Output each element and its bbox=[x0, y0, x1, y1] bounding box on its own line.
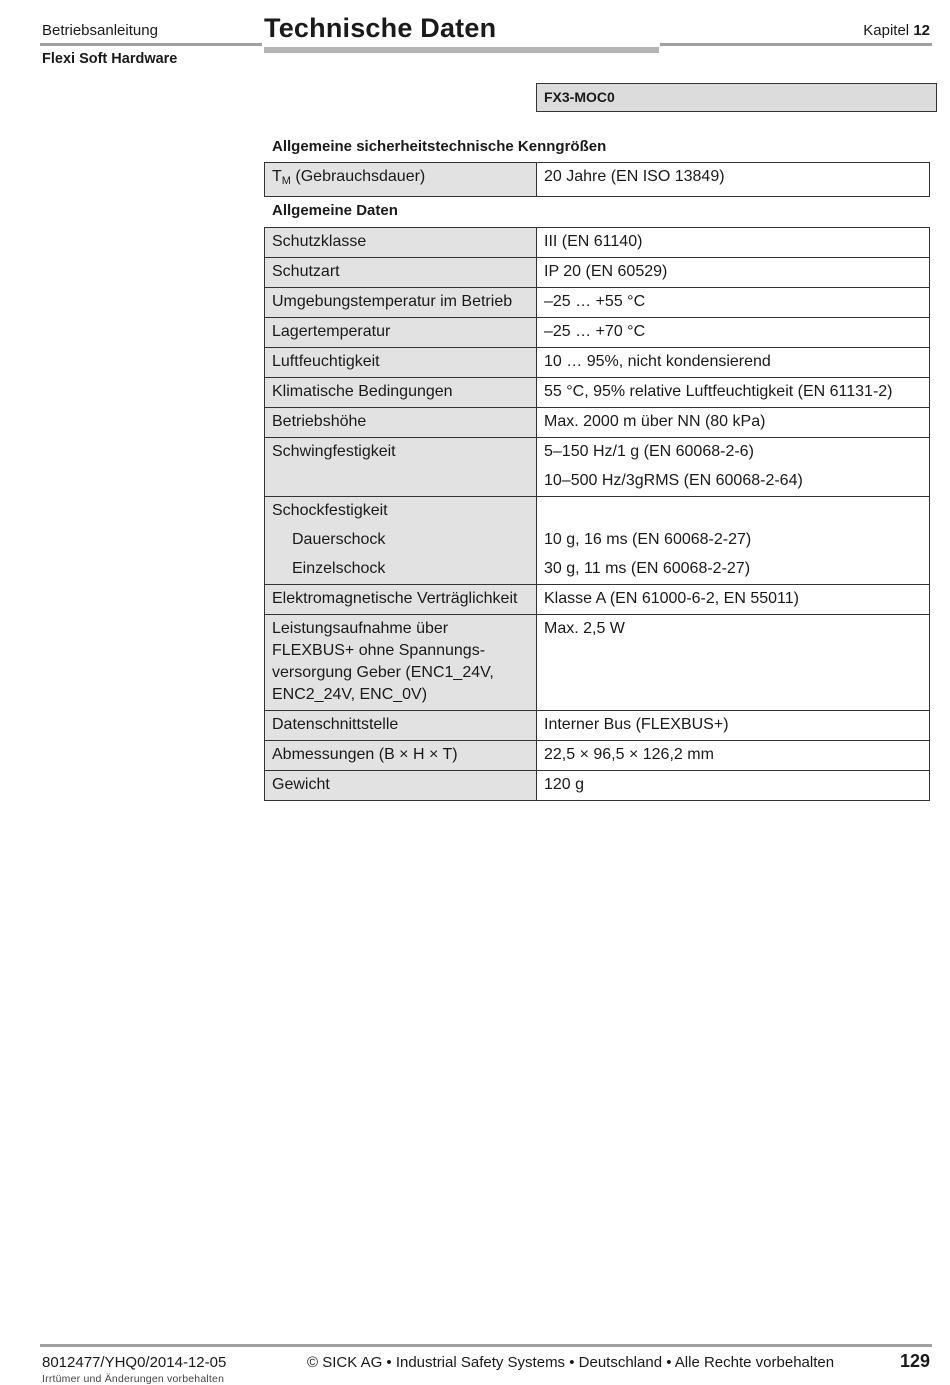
row-value: 20 Jahre (EN ISO 13849) bbox=[537, 163, 930, 197]
row-value: 55 °C, 95% relative Luftfeuchtigkeit (EN 61131-2) bbox=[537, 378, 930, 408]
row-value: –25 … +70 °C bbox=[537, 318, 930, 348]
row-key bbox=[265, 497, 537, 585]
copyright-notice: © SICK AG • Industrial Safety Systems • Deutschland • Alle Rechte vorbehalten bbox=[307, 1354, 835, 1371]
table-row-power bbox=[265, 615, 930, 711]
row-key: Datenschnittstelle bbox=[265, 711, 537, 741]
row-key bbox=[265, 163, 537, 197]
power-key-line-4: ENC2_24V, ENC_0V) bbox=[272, 686, 428, 703]
chapter-label: Kapitel bbox=[863, 22, 910, 39]
row-key: Gewicht bbox=[265, 771, 537, 801]
shock-sub2-key: Einzelschock bbox=[292, 560, 386, 577]
shock-sub2-value: 30 g, 11 ms (EN 60068-2-27) bbox=[544, 560, 751, 577]
shock-sub1-value: 10 g, 16 ms (EN 60068-2-27) bbox=[544, 531, 752, 548]
row-value: III (EN 61140) bbox=[537, 228, 930, 258]
product-name: Flexi Soft Hardware bbox=[42, 51, 178, 67]
row-key: Umgebungstemperatur im Betrieb bbox=[265, 288, 537, 318]
power-key-line-2: FLEXBUS+ ohne Spannungs- bbox=[272, 642, 486, 659]
general-data-table bbox=[264, 227, 930, 801]
row-value: 120 g bbox=[537, 771, 930, 801]
row-value: –25 … +55 °C bbox=[537, 288, 930, 318]
module-label: FX3-MOC0 bbox=[536, 83, 937, 112]
section-heading-safety: Allgemeine sicherheitstechnische Kenngrößen bbox=[272, 138, 607, 155]
power-key-line-1: Leistungsaufnahme über bbox=[272, 620, 449, 637]
vibration-value-1: 5–150 Hz/1 g (EN 60068-2-6) bbox=[544, 443, 754, 460]
chapter-indicator bbox=[863, 22, 930, 39]
page-title: Technische Daten bbox=[264, 13, 497, 43]
document-number: 8012477/YHQ0/2014-12-05 bbox=[42, 1354, 227, 1371]
table-row bbox=[265, 228, 930, 258]
table-row bbox=[265, 408, 930, 438]
tm-subscript: M bbox=[281, 175, 291, 187]
power-key-line-3: versorgung Geber (ENC1_24V, bbox=[272, 664, 494, 681]
table-row-vibration bbox=[265, 438, 930, 497]
tm-symbol: T bbox=[272, 168, 282, 185]
row-key: Betriebshöhe bbox=[265, 408, 537, 438]
row-key: Schwingfestigkeit bbox=[265, 438, 537, 497]
row-value bbox=[537, 438, 930, 497]
row-value bbox=[537, 497, 930, 585]
row-value: IP 20 (EN 60529) bbox=[537, 258, 930, 288]
row-value: Interner Bus (FLEXBUS+) bbox=[537, 711, 930, 741]
table-row bbox=[265, 163, 930, 197]
table-row bbox=[265, 771, 930, 801]
row-value: 10 … 95%, nicht kondensierend bbox=[537, 348, 930, 378]
table-row bbox=[265, 711, 930, 741]
row-key: Abmessungen (B × H × T) bbox=[265, 741, 537, 771]
row-key: Elektromagnetische Verträglichkeit bbox=[265, 585, 537, 615]
document-type: Betriebsanleitung bbox=[42, 22, 158, 39]
row-key bbox=[265, 615, 537, 711]
header-right-rule bbox=[660, 43, 932, 46]
table-row bbox=[265, 318, 930, 348]
row-key: Luftfeuchtigkeit bbox=[265, 348, 537, 378]
row-key: Klimatische Bedingungen bbox=[265, 378, 537, 408]
shock-key: Schockfestigkeit bbox=[272, 502, 388, 519]
safety-table bbox=[264, 162, 930, 197]
table-row bbox=[265, 378, 930, 408]
header-left-rule bbox=[40, 43, 262, 46]
shock-sub1-key: Dauerschock bbox=[292, 531, 386, 548]
disclaimer-note: Irrtümer und Änderungen vorbehalten bbox=[42, 1373, 225, 1385]
row-value: Klasse A (EN 61000-6-2, EN 55011) bbox=[537, 585, 930, 615]
vibration-value-2: 10–500 Hz/3gRMS (EN 60068-2-64) bbox=[544, 472, 803, 489]
table-row-emc bbox=[265, 585, 930, 615]
table-row bbox=[265, 348, 930, 378]
row-key: Schutzart bbox=[265, 258, 537, 288]
page-number: 129 bbox=[899, 1351, 930, 1371]
table-row bbox=[265, 741, 930, 771]
section-heading-general: Allgemeine Daten bbox=[272, 202, 398, 219]
row-value: 22,5 × 96,5 × 126,2 mm bbox=[537, 741, 930, 771]
table-row bbox=[265, 258, 930, 288]
row-key: Lagertemperatur bbox=[265, 318, 537, 348]
title-rule bbox=[264, 47, 659, 53]
row-value: Max. 2000 m über NN (80 kPa) bbox=[537, 408, 930, 438]
table-row-shock bbox=[265, 497, 930, 585]
chapter-number: 12 bbox=[913, 22, 930, 39]
tm-label: (Gebrauchsdauer) bbox=[290, 168, 426, 185]
row-value: Max. 2,5 W bbox=[537, 615, 930, 711]
row-key: Schutzklasse bbox=[265, 228, 537, 258]
footer-rule bbox=[40, 1344, 932, 1347]
table-row bbox=[265, 288, 930, 318]
